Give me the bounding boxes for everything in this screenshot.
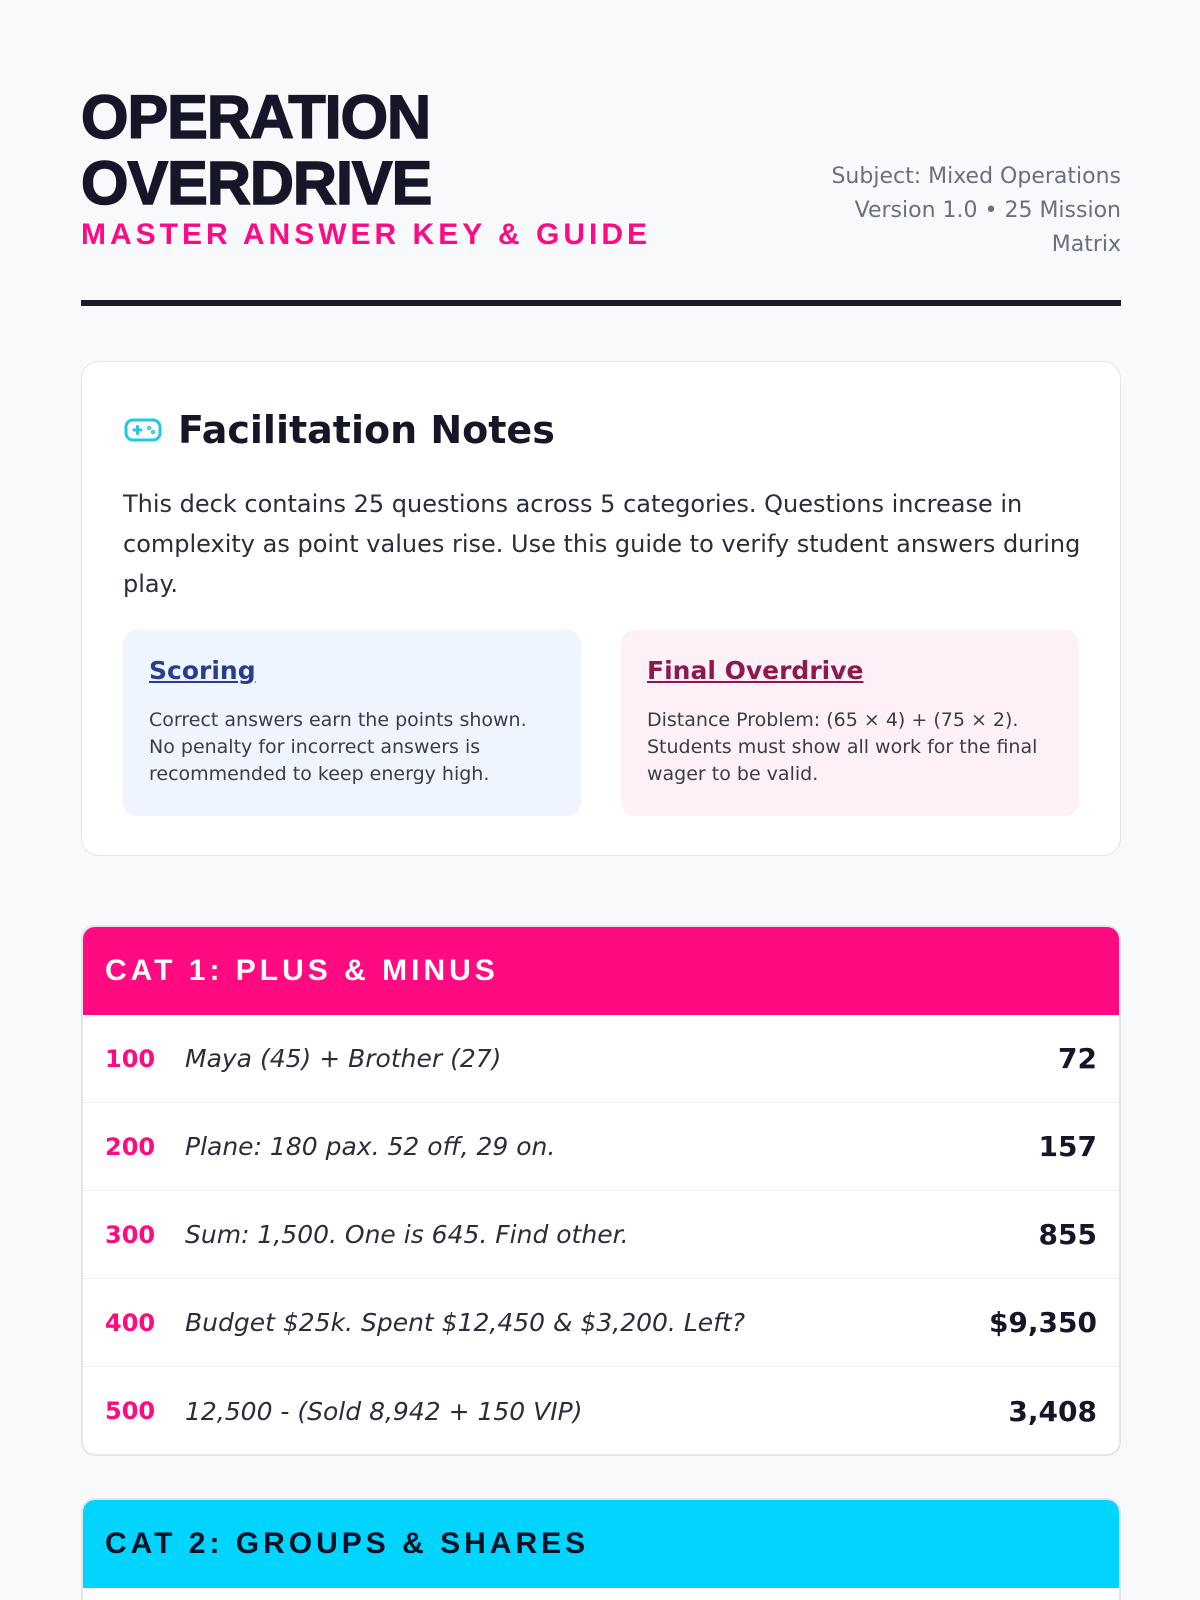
question-text: Sum: 1,500. One is 645. Find other.	[185, 1220, 629, 1249]
page-header	[81, 0, 1121, 306]
facilitation-notes-card	[81, 361, 1121, 856]
answer-value: 3,408	[1008, 1394, 1097, 1428]
scoring-text: Correct answers earn the points shown. No penalty for incorrect answers is recommended to keep energy high.	[149, 709, 527, 785]
question-row	[83, 1191, 1119, 1279]
question-row	[83, 1015, 1119, 1103]
title-line-1: OPERATION	[81, 83, 431, 151]
answer-value: 855	[1038, 1218, 1097, 1251]
category-card	[81, 925, 1121, 1456]
answer-key-page	[81, 0, 1121, 1560]
answer-value: 157	[1038, 1130, 1097, 1163]
meta-matrix: Matrix	[1051, 232, 1121, 257]
question-text: 12,500 - (Sold 8,942 + 150 VIP)	[185, 1396, 583, 1426]
page-title	[81, 84, 431, 216]
notes-header	[124, 408, 555, 452]
category-header: CAT 2: GROUPS & SHARES	[83, 1500, 1119, 1588]
point-value: 300	[105, 1220, 156, 1249]
question-row	[83, 1103, 1119, 1191]
document-meta	[801, 160, 1121, 262]
scoring-box	[123, 630, 581, 816]
point-value: 500	[105, 1397, 156, 1425]
final-overdrive-title[interactable]: Final Overdrive	[647, 656, 864, 685]
question-row	[83, 1279, 1119, 1367]
scoring-title[interactable]: Scoring	[149, 656, 256, 685]
category-card	[81, 1498, 1121, 1600]
meta-subject: Subject: Mixed Operations	[831, 164, 1121, 189]
notes-title: Facilitation Notes	[178, 408, 555, 452]
final-overdrive-text: Distance Problem: (65 × 4) + (75 × 2). Students must show all work for the final wager to be valid.	[647, 709, 1038, 785]
point-value: 200	[105, 1132, 156, 1161]
notes-body: This deck contains 25 questions across 5 categories. Questions increase in complexity as point values rise. Use this guide to verify student answers during play.	[123, 490, 1081, 598]
answer-value: $9,350	[988, 1306, 1097, 1339]
page-subtitle: MASTER ANSWER KEY & GUIDE	[81, 218, 652, 251]
final-overdrive-box	[621, 630, 1079, 816]
title-line-2: OVERDRIVE	[81, 149, 432, 217]
gamepad-icon	[124, 414, 162, 446]
question-text: Budget $25k. Spent $12,450 & $3,200. Left?	[185, 1308, 745, 1337]
answer-value: 72	[1058, 1042, 1097, 1075]
question-text: Plane: 180 pax. 52 off, 29 on.	[185, 1132, 556, 1161]
point-value: 100	[105, 1044, 156, 1073]
category-header: CAT 1: PLUS & MINUS	[83, 927, 1119, 1015]
question-row	[83, 1367, 1119, 1455]
question-text: Maya (45) + Brother (27)	[185, 1044, 502, 1073]
point-value: 400	[105, 1308, 156, 1337]
meta-version: Version 1.0 • 25 Mission	[854, 198, 1121, 223]
